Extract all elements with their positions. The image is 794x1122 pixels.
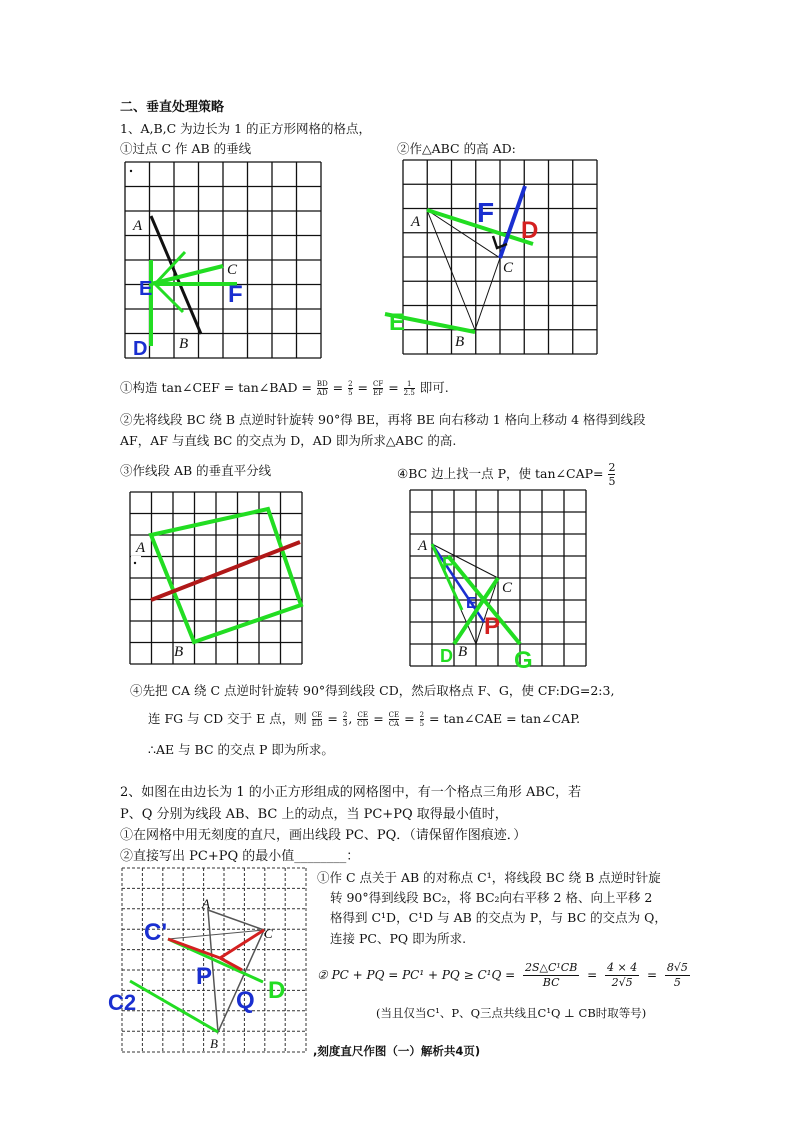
problem2-line2: P、Q 分别为线段 AB、BC 上的动点，当 PC+PQ 取得最小值时， bbox=[120, 807, 508, 822]
label-d: D bbox=[440, 646, 453, 666]
problem2-line3: ①在网格中用无刻度的直尺，画出线段 PC、PQ．（请保留作图痕迹．） bbox=[120, 828, 527, 843]
page-footer: ,刻度直尺作图（一）解析共4页) bbox=[313, 1044, 481, 1058]
task2-label: ②作△ABC 的高 AD: bbox=[397, 141, 516, 156]
solution-1: ①构造 tan∠CEF = tan∠BAD = $\frac{BD}{AD}$ = $\frac{2}{5}$ = $\frac{CF}{EF}$ = $\frac{1}{2.5}$ 即可. bbox=[120, 380, 449, 397]
problem2-solution-d: 连接 PC、PQ 即为所求. bbox=[330, 931, 467, 946]
figure-2-height bbox=[385, 160, 605, 355]
grid-1 bbox=[125, 162, 321, 358]
section-title: 二、垂直处理策略 bbox=[120, 100, 225, 115]
problem2-line1: 2、如图在由边长为 1 的小正方形组成的网格图中，有一个格点三角形 ABC，若 bbox=[120, 785, 582, 800]
label-b: B bbox=[179, 336, 189, 352]
label-e: E bbox=[139, 278, 153, 300]
task3-label: ③作线段 AB 的垂直平分线 bbox=[120, 463, 272, 478]
label-a: A bbox=[411, 214, 421, 230]
label-f: F bbox=[477, 197, 495, 228]
label-p: P bbox=[196, 963, 213, 990]
label-f: F bbox=[442, 554, 453, 574]
grid-3 bbox=[130, 492, 302, 664]
solution-4-line2: 连 FG 与 CD 交于 E 点，则 $\frac{CE}{ED}$ = $\frac{2}{3}$ , $\frac{CE}{CD}$ = $\frac{CE}{CA}$ = $\frac{2}{5}$ = tan∠CAE = tan∠CAP. bbox=[148, 711, 581, 728]
label-d: D bbox=[268, 977, 286, 1004]
problem2-solution-b: 转 90°得到线段 BC₂，将 BC₂向右平移 2 格、向上平移 2 bbox=[330, 890, 653, 905]
problem2-formula: ② PC + PQ = PC¹ + PQ ≥ C¹Q = $\frac{\text{2S△C¹CB}}{BC}$ = $\frac{4 \times 4}{2√5}$ = $\frac{8√5}{5}$ bbox=[317, 961, 688, 989]
label-d: D bbox=[521, 217, 539, 244]
label-a: A bbox=[202, 896, 210, 911]
label-a: A bbox=[133, 218, 143, 234]
problem2-solution-a: ①作 C 点关于 AB 的对称点 C¹，将线段 BC 绕 B 点逆时针旋 bbox=[317, 870, 661, 885]
label-b: B bbox=[174, 644, 184, 660]
label-c: C bbox=[502, 580, 513, 596]
label-b: B bbox=[210, 1036, 218, 1051]
solution-4-line1: ④先把 CA 绕 C 点逆时针旋转 90°得到线段 CD，然后取格点 F、G，使 CF:DG=2:3, bbox=[130, 683, 615, 698]
label-c: C bbox=[227, 262, 238, 278]
label-e: E bbox=[466, 595, 477, 612]
label-c: C bbox=[264, 926, 273, 941]
label-q: Q bbox=[236, 987, 255, 1014]
figure-4-point-p bbox=[410, 490, 610, 675]
label-d: D bbox=[133, 338, 148, 360]
label-a: A bbox=[136, 540, 146, 556]
label-c2: C2 bbox=[108, 990, 137, 1015]
label-g: G bbox=[514, 647, 533, 674]
solution-4-line3: ∴AE 与 BC 的交点 P 即为所求。 bbox=[148, 742, 334, 757]
problem2-line4: ②直接写出 PC+PQ 的最小值________： bbox=[120, 849, 360, 864]
task1-label: ①过点 C 作 AB 的垂线 bbox=[120, 141, 252, 156]
label-a: A bbox=[418, 538, 428, 554]
label-e: E bbox=[389, 309, 406, 336]
label-p: P bbox=[484, 613, 501, 640]
label-f: F bbox=[228, 281, 243, 308]
label-c: C bbox=[503, 260, 514, 276]
figure-1-perpendicular bbox=[125, 162, 325, 362]
task4-label: ④BC 边上找一点 P，使 tan∠CAP= $\frac{2}{5}$ bbox=[397, 461, 616, 488]
problem1-intro: 1、A,B,C 为边长为 1 的正方形网格的格点， bbox=[120, 121, 372, 136]
label-b: B bbox=[455, 334, 465, 350]
solution-2-line1: ②先将线段 BC 绕 B 点逆时针旋转 90°得 BE，再将 BE 向右移动 1 格向上移动 4 格得到线段 bbox=[120, 412, 646, 427]
figure-5-minimum bbox=[108, 868, 313, 1058]
label-c1: C' bbox=[144, 919, 168, 946]
solution-2-line2: AF，AF 与直线 BC 的交点为 D，AD 即为所求△ABC 的高. bbox=[120, 433, 457, 448]
label-b: B bbox=[458, 644, 468, 660]
segment-pc-reflected bbox=[168, 939, 220, 958]
problem2-solution-c: 格得到 C¹D，C¹D 与 AB 的交点为 P，与 BC 的交点为 Q， bbox=[330, 910, 667, 925]
problem2-note: (当且仅当C¹、P、Q三点共线且C¹Q ⊥ CB时取等号) bbox=[376, 1006, 647, 1020]
figure-3-perpendicular-bisector bbox=[128, 488, 308, 668]
